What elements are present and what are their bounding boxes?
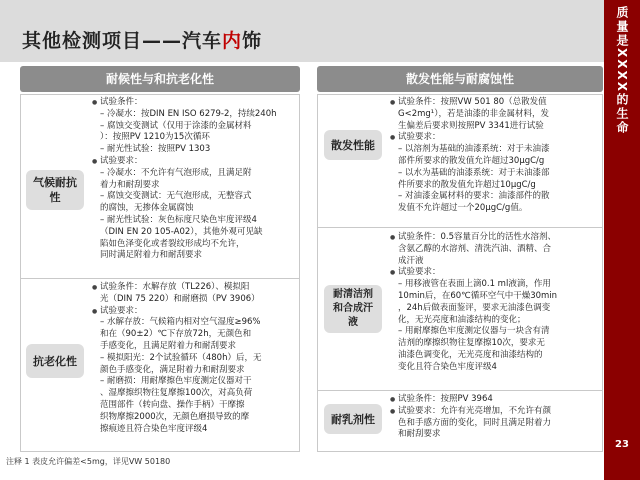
list-item: 范围部件（转向盘、操作手柄）干摩擦 [100, 399, 245, 410]
title-accent: 内 [222, 30, 243, 52]
list-item: ● 试验条件： [92, 97, 300, 109]
footnote: 注释 1 表皮允许偏差<5mg，详见VW 50180 [6, 457, 171, 466]
list-item: 陷如色泽变化或者裂纹形成均不允许， [100, 238, 245, 249]
list-item: ● 试验条件：0.5容量百分比的活性水溶剂、 [390, 232, 602, 244]
list-item: ）：按照PV 1210为15次循环 [100, 132, 210, 143]
list-item: – 用移液管在表面上滴0.1 ml液滴，作用 [398, 279, 551, 290]
list-item: 手感变化，且满足附着力和耐刮要求 [100, 340, 237, 351]
list-item: 含氨乙醇的水溶剂、清洗汽油、酒精、合 [398, 243, 552, 254]
list-item: 洁剂的摩擦织物往复摩擦10次，要求无 [398, 338, 545, 349]
title-end: 饰 [242, 30, 263, 52]
title-main: 其他检测项目——汽车 [22, 30, 223, 52]
list-item: 织物摩擦2000次，无颜色磨损导致的摩 [100, 411, 250, 422]
list-item: G<2mg¹），若是油漆的非金属材料，发 [398, 108, 549, 119]
divider-right-1 [317, 227, 603, 228]
list-item: 变化且符合染色牢度评级4 [398, 361, 497, 372]
list-item: 部件所要求的散发值允许超过30μgC/g [398, 155, 545, 166]
list-item: 和耐刮要求 [398, 429, 441, 440]
list-item: – 耐光性试验：灰色标度尺染色牢度评级4 [100, 214, 257, 225]
list-item: – 冷凝水：按DIN EN ISO 6279-2，持续240h [100, 108, 277, 119]
column-heading-left: 耐候性与和抗老化性 [20, 66, 300, 92]
list-item: – 对油漆金属材料的要求：油漆部件的散 [398, 191, 550, 202]
list-item: ● 试验要求： [92, 306, 300, 318]
list-item: ● 试验要求： [390, 267, 602, 279]
list-item: 和在（90±2）℃下存放72h，无颜色和 [100, 329, 252, 340]
scratch-list [390, 394, 602, 441]
list-item: ● 试验条件：按照VW 501 80（总散发值 [390, 97, 602, 109]
cleaning-list [390, 232, 602, 374]
list-item: – 水解存放：气候箱内相对空气湿度≥96% [100, 317, 261, 328]
list-item: ● 试验条件：水解存放（TL226）、模拟阳 [92, 282, 300, 294]
list-item: ● 试验要求： [92, 156, 300, 168]
column-heading-right: 散发性能与耐腐蚀性 [317, 66, 603, 92]
page-title [22, 26, 262, 53]
list-item: 光（DIN 75 220）和耐磨损（PV 3906） [100, 293, 260, 304]
list-item: – 耐光性试验：按照PV 1303 [100, 144, 211, 155]
list-item: 的腐蚀，无掺体金属腐蚀 [100, 203, 194, 214]
divider-left [20, 278, 300, 279]
aging-list [92, 282, 300, 435]
list-item: – 模拟阳光：2个试验循环（480h）后，无 [100, 352, 262, 363]
list-item: 着力和耐刮要求 [100, 179, 160, 190]
list-item: 、湿摩擦织物往复摩擦100次，对高负荷 [100, 388, 253, 399]
weathering-list [92, 97, 300, 262]
list-item: 生偏差后要求则按照PV 3341进行试验 [398, 120, 544, 131]
list-item: ，24h后做表面鉴评，要求无油漆色调变 [398, 302, 551, 313]
section-label-aging: 抗老化性 [26, 344, 84, 378]
list-item: – 耐磨损：用耐摩擦色牢度测定仪器对干 [100, 376, 252, 387]
page-number: 23 [615, 439, 629, 450]
emission-list [390, 97, 602, 215]
list-item: ● 试验要求： [390, 132, 602, 144]
list-item: 化，无光亮度和油漆结构的变化； [398, 314, 526, 325]
list-item: 10min后，在60℃循环空气中干燥30min [398, 290, 558, 301]
list-item: ● 试验要求：允许有光亮增加，不允许有颜 [390, 406, 602, 418]
list-item: 件所要求的散发值允许超过10μgC/g [398, 179, 536, 190]
list-item: – 冷凝水：不允许有气泡形成，且满足附 [100, 167, 252, 178]
list-item: – 腐蚀交变测试（仅用于涂漆的金属材料 [100, 120, 252, 131]
section-label-emission: 散发性能 [324, 130, 382, 160]
list-item: 成汗液 [398, 255, 424, 266]
list-item: 擦痕迹且符合染色牢度评级4 [100, 423, 208, 434]
list-item: – 以溶剂为基础的油漆系统：对于未油漆 [398, 144, 550, 155]
list-item: 色和手感方面的变化，同时且满足附着力 [398, 417, 552, 428]
list-item: 同时满足附着力和耐刮要求 [100, 250, 203, 261]
section-label-cleaning: 耐清洁剂和合成汗液 [324, 285, 382, 333]
list-item: ● 试验条件：按照PV 3964 [390, 394, 602, 406]
section-label-scratch: 耐乳剂性 [324, 404, 382, 434]
sidebar [604, 0, 640, 480]
list-item: – 以水为基础的油漆系统：对于未油漆部 [398, 167, 550, 178]
list-item: 发值不允许超过一个20μgC/g值。 [398, 203, 528, 214]
list-item: 颜色手感变化，满足附着力和耐刮要求 [100, 364, 245, 375]
sidebar-text: 质量是XXXX的生命 [615, 6, 629, 136]
list-item: 油漆色调变化，无光亮度和油漆结构的 [398, 349, 543, 360]
section-label-weathering: 气候耐抗性 [26, 170, 84, 210]
list-item: （DIN EN 20 105-A02），其他外观可见缺 [100, 226, 263, 237]
list-item: – 用耐摩擦色牢度测定仪器与一块含有清 [398, 326, 550, 337]
divider-right-2 [317, 390, 603, 391]
list-item: – 腐蚀交变测试：无气泡形成，无整容式 [100, 191, 252, 202]
